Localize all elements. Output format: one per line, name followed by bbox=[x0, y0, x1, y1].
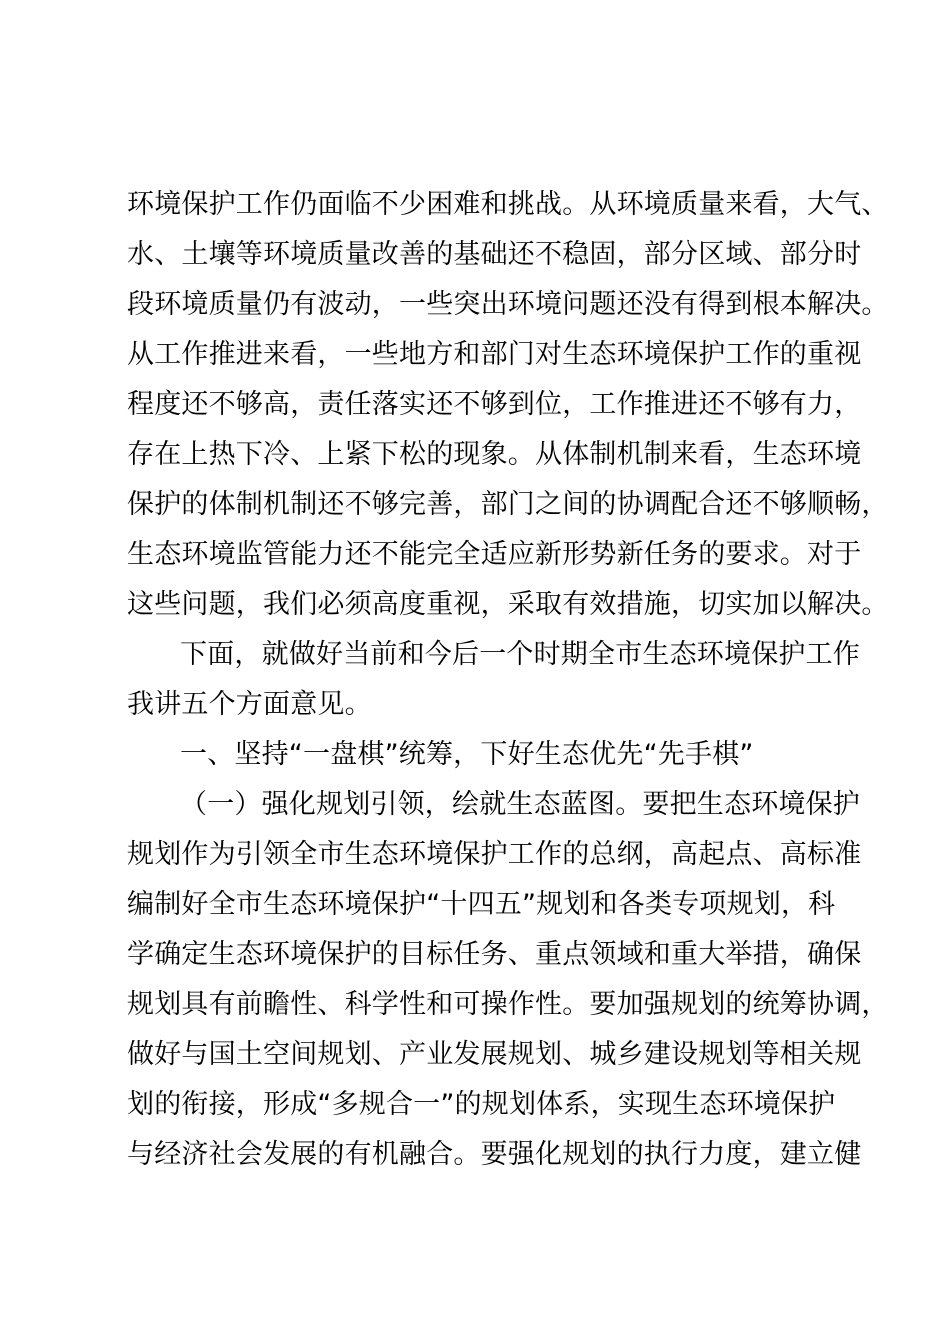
paragraph-line: 从工作推进来看，一些地方和部门对生态环境保护工作的重视 bbox=[127, 339, 862, 370]
paragraph-line: 做好与国土空间规划、产业发展规划、城乡建设规划等相关规 bbox=[127, 1039, 862, 1070]
section-heading: 一、坚持“一盘棋”统筹，下好生态优先“先手棋” bbox=[180, 739, 754, 770]
paragraph-line: 存在上热下冷、上紧下松的现象。从体制机制来看，生态环境 bbox=[127, 439, 862, 470]
paragraph-line: 与经济社会发展的有机融合。要强化规划的执行力度，建立健 bbox=[127, 1139, 862, 1170]
paragraph-line: 程度还不够高，责任落实还不够到位，工作推进还不够有力， bbox=[127, 389, 862, 420]
paragraph-line: 划的衔接，形成“多规合一”的规划体系，实现生态环境保护 bbox=[127, 1089, 836, 1120]
paragraph-line: 我讲五个方面意见。 bbox=[127, 689, 372, 720]
paragraph-line: 学确定生态环境保护的目标任务、重点领域和重大举措，确保 bbox=[127, 939, 862, 970]
paragraph-line: 段环境质量仍有波动，一些突出环境问题还没有得到根本解决。 bbox=[127, 289, 889, 320]
paragraph-line: 规划具有前瞻性、科学性和可操作性。要加强规划的统筹协调， bbox=[127, 989, 889, 1020]
paragraph-line: （一）强化规划引领，绘就生态蓝图。要把生态环境保护 bbox=[180, 789, 860, 820]
paragraph-line: 水、土壤等环境质量改善的基础还不稳固，部分区域、部分时 bbox=[127, 239, 862, 270]
paragraph-line: 这些问题，我们必须高度重视，采取有效措施，切实加以解决。 bbox=[127, 589, 889, 620]
paragraph-line: 下面，就做好当前和今后一个时期全市生态环境保护工作 bbox=[180, 639, 860, 670]
paragraph-line: 环境保护工作仍面临不少困难和挑战。从环境质量来看，大气、 bbox=[127, 189, 889, 220]
paragraph-line: 保护的体制机制还不够完善，部门之间的协调配合还不够顺畅， bbox=[127, 489, 889, 520]
paragraph-line: 规划作为引领全市生态环境保护工作的总纲，高起点、高标准 bbox=[127, 839, 862, 870]
paragraph-line: 生态环境监管能力还不能完全适应新形势新任务的要求。对于 bbox=[127, 539, 862, 570]
paragraph-line: 编制好全市生态环境保护“十四五”规划和各类专项规划，科 bbox=[127, 889, 836, 920]
